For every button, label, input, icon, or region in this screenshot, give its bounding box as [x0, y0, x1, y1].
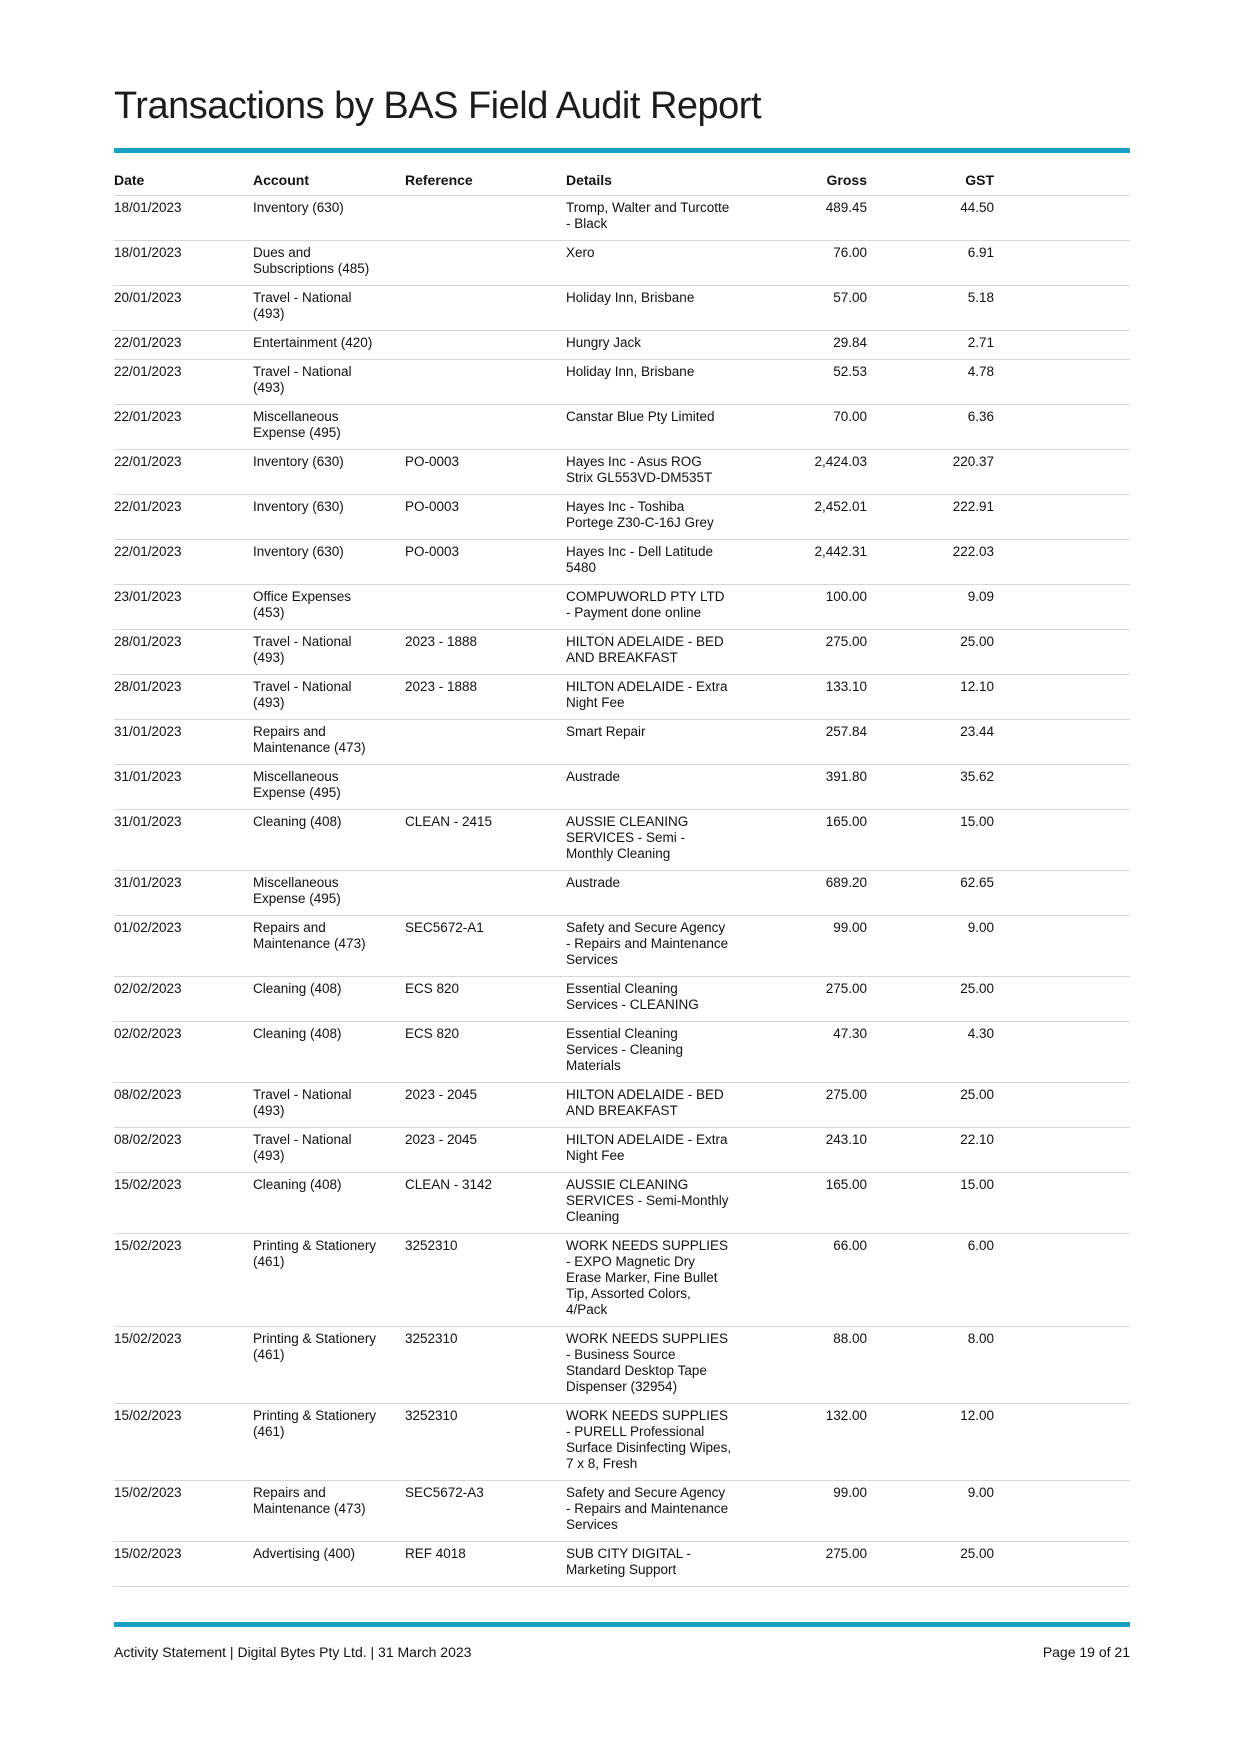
cell-reference: ECS 820 — [405, 977, 566, 1022]
cell-date: 02/02/2023 — [114, 1022, 253, 1083]
table-header-row — [114, 172, 1130, 196]
cell-reference: ECS 820 — [405, 1022, 566, 1083]
cell-account: Printing & Stationery (461) — [253, 1234, 405, 1327]
cell-details: Essential Cleaning Services - Cleaning Materials — [566, 1022, 738, 1083]
transaction-row — [114, 241, 1130, 286]
cell-reference: CLEAN - 2415 — [405, 810, 566, 871]
cell-spacer — [994, 360, 1130, 405]
transaction-row — [114, 720, 1130, 765]
cell-reference: REF 4018 — [405, 1542, 566, 1587]
footer-divider-line — [114, 1622, 1130, 1627]
transaction-row — [114, 1327, 1130, 1404]
cell-details: Canstar Blue Pty Limited — [566, 405, 738, 450]
cell-details: Essential Cleaning Services - CLEANING — [566, 977, 738, 1022]
cell-account: Inventory (630) — [253, 495, 405, 540]
transaction-row — [114, 977, 1130, 1022]
cell-spacer — [994, 1481, 1130, 1542]
cell-reference — [405, 196, 566, 241]
cell-account: Travel - National (493) — [253, 675, 405, 720]
cell-details: HILTON ADELAIDE - Extra Night Fee — [566, 675, 738, 720]
cell-reference: SEC5672-A1 — [405, 916, 566, 977]
cell-reference — [405, 871, 566, 916]
cell-account: Entertainment (420) — [253, 331, 405, 360]
cell-account: Travel - National (493) — [253, 1083, 405, 1128]
cell-date: 31/01/2023 — [114, 720, 253, 765]
cell-date: 22/01/2023 — [114, 405, 253, 450]
column-header-account: Account — [253, 172, 405, 196]
cell-details: SUB CITY DIGITAL - Marketing Support — [566, 1542, 738, 1587]
transaction-row — [114, 585, 1130, 630]
cell-gst: 25.00 — [867, 630, 994, 675]
cell-reference: SEC5672-A3 — [405, 1481, 566, 1542]
cell-date: 02/02/2023 — [114, 977, 253, 1022]
cell-details: WORK NEEDS SUPPLIES - Business Source Standard Desktop Tape Dispenser (32954) — [566, 1327, 738, 1404]
cell-spacer — [994, 977, 1130, 1022]
transaction-row — [114, 871, 1130, 916]
cell-spacer — [994, 1083, 1130, 1128]
cell-account: Advertising (400) — [253, 1542, 405, 1587]
cell-date: 23/01/2023 — [114, 585, 253, 630]
cell-gst: 25.00 — [867, 977, 994, 1022]
cell-account: Travel - National (493) — [253, 360, 405, 405]
cell-date: 15/02/2023 — [114, 1404, 253, 1481]
cell-account: Dues and Subscriptions (485) — [253, 241, 405, 286]
cell-gross: 99.00 — [738, 916, 867, 977]
cell-account: Office Expenses (453) — [253, 585, 405, 630]
cell-gst: 6.91 — [867, 241, 994, 286]
column-header-spacer — [994, 172, 1130, 196]
cell-spacer — [994, 871, 1130, 916]
cell-spacer — [994, 810, 1130, 871]
cell-gross: 132.00 — [738, 1404, 867, 1481]
cell-reference: PO-0003 — [405, 450, 566, 495]
cell-gross: 76.00 — [738, 241, 867, 286]
cell-gross: 70.00 — [738, 405, 867, 450]
cell-account: Repairs and Maintenance (473) — [253, 720, 405, 765]
cell-gst: 44.50 — [867, 196, 994, 241]
cell-reference: 2023 - 1888 — [405, 675, 566, 720]
cell-reference: PO-0003 — [405, 540, 566, 585]
cell-date: 15/02/2023 — [114, 1481, 253, 1542]
cell-date: 08/02/2023 — [114, 1083, 253, 1128]
cell-reference: CLEAN - 3142 — [405, 1173, 566, 1234]
cell-reference — [405, 405, 566, 450]
transaction-row — [114, 810, 1130, 871]
cell-date: 18/01/2023 — [114, 196, 253, 241]
cell-gross: 66.00 — [738, 1234, 867, 1327]
cell-details: HILTON ADELAIDE - BED AND BREAKFAST — [566, 1083, 738, 1128]
title-divider-line — [114, 148, 1130, 153]
cell-spacer — [994, 675, 1130, 720]
cell-spacer — [994, 450, 1130, 495]
transaction-row — [114, 1481, 1130, 1542]
transaction-row — [114, 495, 1130, 540]
transaction-row — [114, 675, 1130, 720]
cell-gst: 15.00 — [867, 1173, 994, 1234]
cell-gross: 99.00 — [738, 1481, 867, 1542]
cell-date: 22/01/2023 — [114, 540, 253, 585]
cell-gst: 9.00 — [867, 1481, 994, 1542]
transaction-row — [114, 1128, 1130, 1173]
transaction-row — [114, 1173, 1130, 1234]
footer-page-number: Page 19 of 21 — [1042, 1644, 1130, 1660]
cell-gross: 2,424.03 — [738, 450, 867, 495]
cell-gst: 12.00 — [867, 1404, 994, 1481]
cell-reference: 2023 - 2045 — [405, 1083, 566, 1128]
cell-reference: 3252310 — [405, 1234, 566, 1327]
cell-gst: 22.10 — [867, 1128, 994, 1173]
cell-reference: 3252310 — [405, 1327, 566, 1404]
page-title: Transactions by BAS Field Audit Report — [114, 85, 762, 127]
page-footer — [114, 1622, 1130, 1660]
cell-gst: 25.00 — [867, 1542, 994, 1587]
column-header-reference: Reference — [405, 172, 566, 196]
column-header-gst: GST — [867, 172, 994, 196]
cell-spacer — [994, 720, 1130, 765]
cell-account: Miscellaneous Expense (495) — [253, 765, 405, 810]
cell-date: 22/01/2023 — [114, 360, 253, 405]
cell-gross: 47.30 — [738, 1022, 867, 1083]
cell-account: Inventory (630) — [253, 196, 405, 241]
cell-details: Hungry Jack — [566, 331, 738, 360]
transaction-row — [114, 1542, 1130, 1587]
transaction-row — [114, 196, 1130, 241]
cell-account: Miscellaneous Expense (495) — [253, 871, 405, 916]
cell-gross: 100.00 — [738, 585, 867, 630]
cell-details: COMPUWORLD PTY LTD - Payment done online — [566, 585, 738, 630]
cell-details: Xero — [566, 241, 738, 286]
cell-account: Printing & Stationery (461) — [253, 1327, 405, 1404]
cell-spacer — [994, 540, 1130, 585]
cell-date: 31/01/2023 — [114, 765, 253, 810]
cell-gross: 165.00 — [738, 1173, 867, 1234]
cell-details: Safety and Secure Agency - Repairs and Maintenance Services — [566, 916, 738, 977]
cell-gross: 2,442.31 — [738, 540, 867, 585]
transaction-row — [114, 286, 1130, 331]
cell-date: 08/02/2023 — [114, 1128, 253, 1173]
cell-details: HILTON ADELAIDE - Extra Night Fee — [566, 1128, 738, 1173]
cell-details: Hayes Inc - Asus ROG Strix GL553VD-DM535T — [566, 450, 738, 495]
cell-account: Miscellaneous Expense (495) — [253, 405, 405, 450]
cell-reference: 3252310 — [405, 1404, 566, 1481]
cell-gross: 29.84 — [738, 331, 867, 360]
cell-gst: 222.91 — [867, 495, 994, 540]
cell-reference: PO-0003 — [405, 495, 566, 540]
cell-reference: 2023 - 2045 — [405, 1128, 566, 1173]
cell-date: 31/01/2023 — [114, 871, 253, 916]
cell-gross: 275.00 — [738, 1083, 867, 1128]
cell-gross: 275.00 — [738, 630, 867, 675]
cell-date: 28/01/2023 — [114, 630, 253, 675]
cell-account: Cleaning (408) — [253, 977, 405, 1022]
cell-date: 22/01/2023 — [114, 331, 253, 360]
cell-gst: 220.37 — [867, 450, 994, 495]
cell-spacer — [994, 241, 1130, 286]
transaction-row — [114, 1234, 1130, 1327]
cell-gross: 243.10 — [738, 1128, 867, 1173]
column-header-details: Details — [566, 172, 738, 196]
cell-reference — [405, 331, 566, 360]
cell-account: Cleaning (408) — [253, 1173, 405, 1234]
cell-spacer — [994, 196, 1130, 241]
cell-details: HILTON ADELAIDE - BED AND BREAKFAST — [566, 630, 738, 675]
cell-gross: 275.00 — [738, 1542, 867, 1587]
transaction-row — [114, 450, 1130, 495]
cell-details: AUSSIE CLEANING SERVICES - Semi-Monthly Cleaning — [566, 1173, 738, 1234]
cell-spacer — [994, 286, 1130, 331]
cell-date: 20/01/2023 — [114, 286, 253, 331]
cell-reference — [405, 720, 566, 765]
cell-spacer — [994, 1234, 1130, 1327]
transaction-row — [114, 405, 1130, 450]
cell-gst: 35.62 — [867, 765, 994, 810]
cell-gst: 62.65 — [867, 871, 994, 916]
cell-reference — [405, 360, 566, 405]
cell-account: Travel - National (493) — [253, 630, 405, 675]
cell-spacer — [994, 1022, 1130, 1083]
cell-details: Smart Repair — [566, 720, 738, 765]
transactions-table — [114, 172, 1130, 1587]
cell-date: 18/01/2023 — [114, 241, 253, 286]
cell-reference — [405, 241, 566, 286]
cell-gst: 15.00 — [867, 810, 994, 871]
cell-account: Inventory (630) — [253, 450, 405, 495]
cell-gst: 6.00 — [867, 1234, 994, 1327]
cell-account: Printing & Stationery (461) — [253, 1404, 405, 1481]
cell-date: 15/02/2023 — [114, 1327, 253, 1404]
cell-details: Holiday Inn, Brisbane — [566, 360, 738, 405]
cell-details: WORK NEEDS SUPPLIES - PURELL Professional Surface Disinfecting Wipes, 7 x 8, Fresh — [566, 1404, 738, 1481]
cell-spacer — [994, 1404, 1130, 1481]
cell-account: Repairs and Maintenance (473) — [253, 1481, 405, 1542]
cell-gst: 222.03 — [867, 540, 994, 585]
cell-gross: 88.00 — [738, 1327, 867, 1404]
transaction-row — [114, 331, 1130, 360]
cell-gst: 12.10 — [867, 675, 994, 720]
cell-details: Austrade — [566, 871, 738, 916]
transaction-row — [114, 765, 1130, 810]
cell-reference: 2023 - 1888 — [405, 630, 566, 675]
cell-account: Travel - National (493) — [253, 286, 405, 331]
cell-account: Inventory (630) — [253, 540, 405, 585]
cell-spacer — [994, 331, 1130, 360]
cell-details: Austrade — [566, 765, 738, 810]
transaction-row — [114, 1083, 1130, 1128]
cell-spacer — [994, 405, 1130, 450]
cell-date: 28/01/2023 — [114, 675, 253, 720]
cell-details: Hayes Inc - Toshiba Portege Z30-C-16J Grey — [566, 495, 738, 540]
cell-reference — [405, 765, 566, 810]
cell-gst: 23.44 — [867, 720, 994, 765]
cell-date: 22/01/2023 — [114, 450, 253, 495]
cell-gross: 275.00 — [738, 977, 867, 1022]
cell-details: Safety and Secure Agency - Repairs and Maintenance Services — [566, 1481, 738, 1542]
cell-gst: 6.36 — [867, 405, 994, 450]
cell-spacer — [994, 1128, 1130, 1173]
cell-gross: 2,452.01 — [738, 495, 867, 540]
transaction-row — [114, 916, 1130, 977]
cell-date: 15/02/2023 — [114, 1173, 253, 1234]
cell-gst: 9.09 — [867, 585, 994, 630]
cell-details: Tromp, Walter and Turcotte - Black — [566, 196, 738, 241]
cell-spacer — [994, 1173, 1130, 1234]
cell-account: Cleaning (408) — [253, 1022, 405, 1083]
cell-gross: 52.53 — [738, 360, 867, 405]
footer-report-info: Activity Statement | Digital Bytes Pty Ltd. | 31 March 2023 — [114, 1644, 472, 1660]
cell-spacer — [994, 585, 1130, 630]
cell-spacer — [994, 495, 1130, 540]
cell-date: 31/01/2023 — [114, 810, 253, 871]
cell-gross: 489.45 — [738, 196, 867, 241]
cell-reference — [405, 286, 566, 331]
cell-gst: 9.00 — [867, 916, 994, 977]
cell-gst: 5.18 — [867, 286, 994, 331]
cell-gst: 2.71 — [867, 331, 994, 360]
column-header-gross: Gross — [738, 172, 867, 196]
cell-spacer — [994, 1327, 1130, 1404]
cell-gst: 4.78 — [867, 360, 994, 405]
cell-gross: 689.20 — [738, 871, 867, 916]
cell-details: WORK NEEDS SUPPLIES - EXPO Magnetic Dry Erase Marker, Fine Bullet Tip, Assorted Colors, 4/Pack — [566, 1234, 738, 1327]
cell-spacer — [994, 1542, 1130, 1587]
cell-details: Hayes Inc - Dell Latitude 5480 — [566, 540, 738, 585]
cell-gst: 8.00 — [867, 1327, 994, 1404]
cell-gross: 57.00 — [738, 286, 867, 331]
cell-date: 22/01/2023 — [114, 495, 253, 540]
cell-gross: 133.10 — [738, 675, 867, 720]
cell-details: Holiday Inn, Brisbane — [566, 286, 738, 331]
transaction-row — [114, 360, 1130, 405]
cell-account: Cleaning (408) — [253, 810, 405, 871]
transaction-row — [114, 1404, 1130, 1481]
cell-date: 15/02/2023 — [114, 1542, 253, 1587]
cell-account: Travel - National (493) — [253, 1128, 405, 1173]
column-header-date: Date — [114, 172, 253, 196]
cell-spacer — [994, 765, 1130, 810]
cell-details: AUSSIE CLEANING SERVICES - Semi - Monthly Cleaning — [566, 810, 738, 871]
cell-gross: 257.84 — [738, 720, 867, 765]
cell-gst: 25.00 — [867, 1083, 994, 1128]
transaction-row — [114, 540, 1130, 585]
cell-reference — [405, 585, 566, 630]
cell-gross: 391.80 — [738, 765, 867, 810]
cell-date: 01/02/2023 — [114, 916, 253, 977]
cell-spacer — [994, 916, 1130, 977]
cell-spacer — [994, 630, 1130, 675]
cell-gst: 4.30 — [867, 1022, 994, 1083]
transaction-row — [114, 630, 1130, 675]
cell-date: 15/02/2023 — [114, 1234, 253, 1327]
transaction-row — [114, 1022, 1130, 1083]
cell-account: Repairs and Maintenance (473) — [253, 916, 405, 977]
cell-gross: 165.00 — [738, 810, 867, 871]
